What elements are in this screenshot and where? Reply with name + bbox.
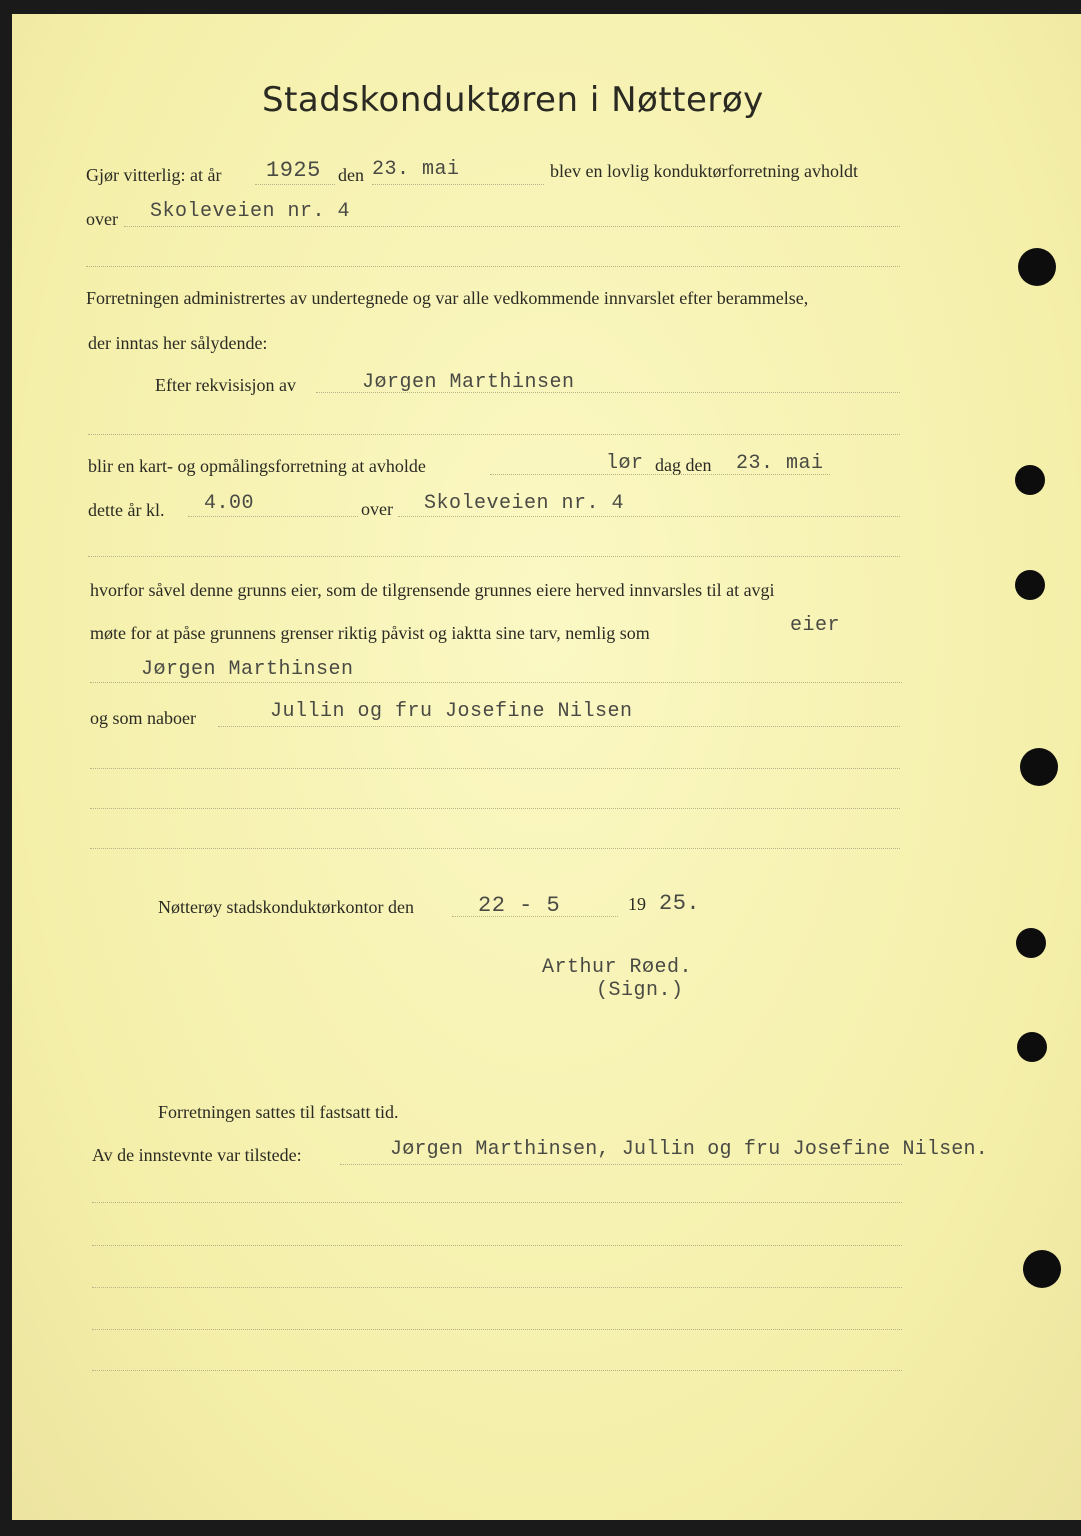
kontor-label: Nøtterøy stadskonduktørkontor den [158,897,414,917]
time-value: 4.00 [204,492,255,515]
document-page [12,14,1081,1520]
satt-text: Forretningen sattes til fastsatt tid. [158,1102,399,1122]
rekvisisjon-label: Efter rekvisisjon av [155,375,296,395]
over-label: over [86,209,118,229]
punch-hole [1015,465,1045,495]
line1-suffix: blev en lovlig konduktørforretning avholdt [550,161,858,181]
dotted-line [398,516,900,517]
kart-label: blir en kart- og opmålingsforretning at avholde [88,456,426,476]
paragraph-text: møte for at påse grunnens grenser riktig påvist og iaktta sine tarv, nemlig som [90,623,650,643]
paragraph-text: Forretningen administrertes av undertegnede og var alle vedkommende innvarslet efter berammelse, [86,288,809,308]
paragraph-text: hvorfor såvel denne grunns eier, som de tilgrensende grunnes eiere herved innvarsles til at avgi [90,580,775,600]
dotted-line [92,1329,902,1330]
kontor-year-suffix: 25. [659,891,701,916]
weekday-value: lør [606,452,644,475]
dotted-line [316,392,900,393]
year-value: 1925 [266,158,321,183]
kart-date-value: 23. mai [736,452,824,475]
dotted-line [490,474,830,475]
dotted-line [86,266,900,267]
page-title: Stadskonduktøren i Nøtterøy [262,80,764,120]
punch-hole [1015,570,1045,600]
dotted-line [90,682,902,683]
dag-label: dag den [655,455,712,475]
punch-hole [1018,248,1056,286]
dotted-line [92,1245,902,1246]
signature-name: Arthur Røed. [542,956,693,979]
kontor-year-prefix: 19 [628,894,646,914]
line1-prefix: Gjør vitterlig: at år [86,165,222,185]
dotted-line [92,1287,902,1288]
property-value: Skoleveien nr. 4 [424,492,625,515]
kontor-date-value: 22 - 5 [478,893,561,918]
dotted-line [90,808,900,809]
date-value: 23. mai [372,158,460,181]
dette-label: dette år kl. [88,500,165,520]
signature-sign: (Sign.) [596,979,684,1002]
dotted-line [90,768,900,769]
dotted-line [255,184,335,185]
punch-hole [1023,1250,1061,1288]
naboer-label: og som naboer [90,708,196,728]
rekvisisjon-value: Jørgen Marthinsen [362,371,575,394]
dotted-line [90,848,900,849]
dotted-line [340,1164,902,1165]
over-label: over [361,499,393,519]
dotted-line [92,1202,902,1203]
paragraph-text: der inntas her sålydende: [88,333,268,353]
dotted-line [88,556,900,557]
den-label: den [338,165,364,185]
dotted-line [92,1370,902,1371]
owner-value: Jørgen Marthinsen [141,658,354,681]
dotted-line [452,916,618,917]
role-value: eier [790,614,841,637]
tilstede-label: Av de innstevnte var tilstede: [92,1145,302,1165]
dotted-line [218,726,900,727]
punch-hole [1017,1032,1047,1062]
dotted-line [124,226,900,227]
tilstede-value: Jørgen Marthinsen, Jullin og fru Josefine Nilsen. [390,1138,988,1161]
property-value: Skoleveien nr. 4 [150,200,351,223]
punch-hole [1016,928,1046,958]
punch-hole [1020,748,1058,786]
dotted-line [88,434,900,435]
dotted-line [188,516,358,517]
naboer-value: Jullin og fru Josefine Nilsen [270,700,633,723]
dotted-line [372,184,544,185]
